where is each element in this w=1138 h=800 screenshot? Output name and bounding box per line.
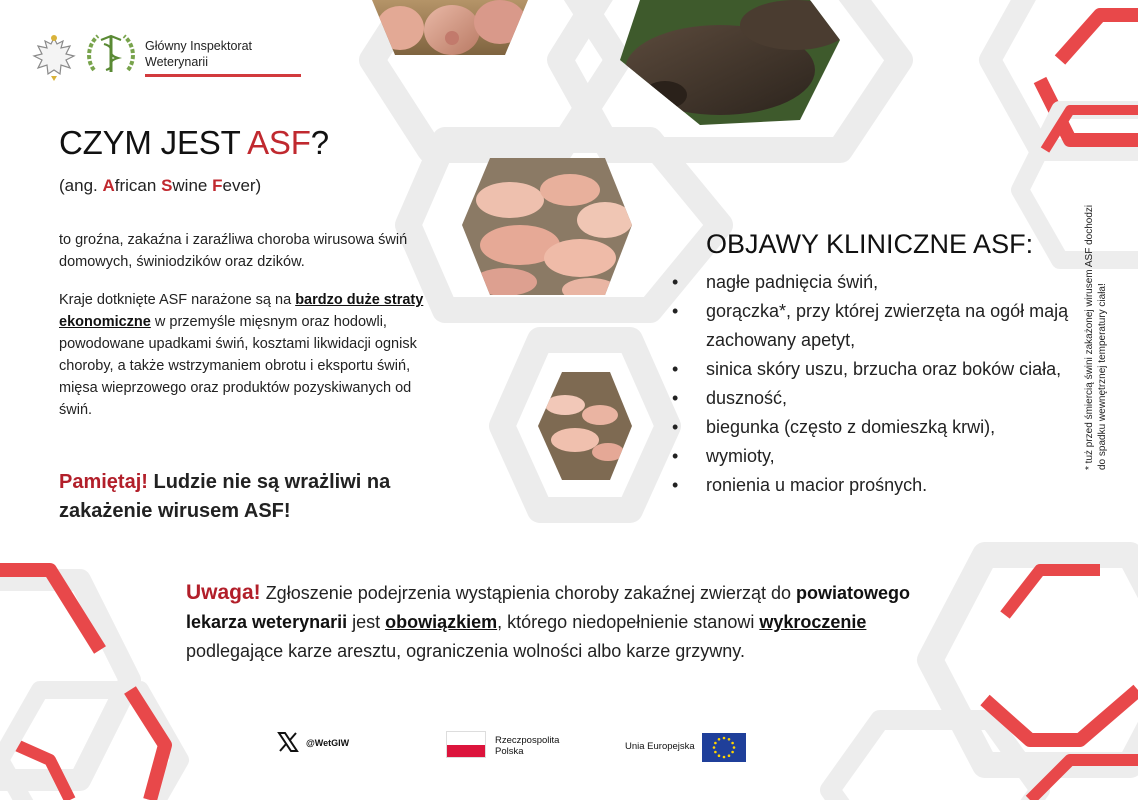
rp-line2: Polska bbox=[495, 746, 524, 757]
page-title bbox=[59, 124, 329, 162]
bullet: • bbox=[672, 301, 679, 321]
list-item bbox=[672, 384, 1077, 413]
title-highlight: ASF bbox=[247, 124, 311, 161]
subtitle-letter-f: F bbox=[212, 176, 223, 195]
org-name-line1: Główny Inspektorat bbox=[145, 39, 252, 53]
bullet: • bbox=[672, 388, 679, 408]
economics-before: Kraje dotknięte ASF narażone są na bbox=[59, 292, 296, 308]
caduceus-wreath-logo-icon bbox=[84, 30, 138, 80]
eu-label: Unia Europejska bbox=[625, 741, 695, 752]
notice-text-3: , którego niedopełnienie stanowi bbox=[497, 612, 760, 632]
subtitle-letter-a: A bbox=[102, 176, 115, 195]
notice-label: Uwaga! bbox=[186, 581, 261, 604]
title-prefix: CZYM JEST bbox=[59, 124, 248, 161]
bullet: • bbox=[672, 417, 679, 437]
intro-paragraph: to groźna, zakaźna i zaraźliwa choroba wirusowa świń domowych, świniodzików oraz dzików. bbox=[59, 232, 408, 270]
list-item bbox=[672, 471, 1077, 500]
remember-label: Pamiętaj! bbox=[59, 471, 148, 493]
subtitle-word-swine: wine bbox=[172, 176, 213, 195]
org-name bbox=[145, 38, 252, 70]
rp-line1: Rzeczpospolita bbox=[495, 735, 560, 746]
symptom-text: nagłe padnięcia świń, bbox=[706, 272, 879, 292]
economics-emphasis: bardzo duże straty ekonomiczne bbox=[59, 292, 424, 330]
fever-footnote: * tuż przed śmiercią świni zakażonej wirusem ASF dochodzi do spadku wewnętrznej temperatury ciała! bbox=[1084, 204, 1108, 470]
symptom-text: ronienia u macior prośnych. bbox=[706, 475, 928, 495]
remember-text: Ludzie nie są wrażliwi na zakażenie wirusem ASF! bbox=[59, 471, 391, 522]
x-handle-link[interactable]: @WetGIW bbox=[306, 738, 350, 748]
white-eagle-emblem-icon bbox=[30, 32, 78, 82]
symptom-text: gorączka*, przy której zwierzęta na ogół mają zachowany apetyt, bbox=[706, 301, 1069, 350]
reporting-notice bbox=[186, 578, 946, 666]
symptoms-list bbox=[672, 268, 1077, 500]
x-logo-icon[interactable] bbox=[277, 731, 299, 753]
symptom-text: duszność, bbox=[706, 388, 788, 408]
subtitle bbox=[59, 176, 261, 196]
poland-flag-icon bbox=[446, 731, 486, 758]
bullet: • bbox=[672, 475, 679, 495]
bullet: • bbox=[672, 446, 679, 466]
subtitle-word-fever: ever) bbox=[222, 176, 262, 195]
eu-flag-icon bbox=[702, 733, 746, 762]
title-suffix: ? bbox=[310, 124, 329, 161]
subtitle-word-african: frican bbox=[114, 176, 162, 195]
header-underline bbox=[145, 74, 301, 77]
bullet: • bbox=[672, 272, 679, 292]
remember-note bbox=[59, 468, 439, 526]
list-item bbox=[672, 268, 1077, 297]
list-item bbox=[672, 355, 1077, 384]
notice-text-1: Zgłoszenie podejrzenia wystąpienia choroby zakaźnej zwierząt do bbox=[260, 583, 796, 603]
notice-offence: wykroczenie bbox=[759, 612, 867, 632]
rp-label bbox=[495, 735, 559, 757]
notice-obligation: obowiązkiem bbox=[385, 612, 498, 632]
economics-after: w przemyśle mięsnym oraz hodowli, powodowane upadkami świń, kosztami likwidacji ognisk choroby, a także wstrzymaniem obrotu i eksportu świń, mięsa wieprzowego oraz produktów pozyskiwanych od świń. bbox=[59, 314, 417, 418]
list-item bbox=[672, 297, 1077, 355]
symptoms-title: OBJAWY KLINICZNE ASF: bbox=[706, 229, 1034, 259]
subtitle-open: (ang. bbox=[59, 176, 103, 195]
list-item bbox=[672, 413, 1077, 442]
org-name-line2: Weterynarii bbox=[145, 55, 208, 69]
bullet: • bbox=[672, 359, 679, 379]
list-item bbox=[672, 442, 1077, 471]
subtitle-letter-s: S bbox=[161, 176, 173, 195]
symptom-text: wymioty, bbox=[706, 446, 775, 466]
symptom-text: sinica skóry uszu, brzucha oraz boków ciała, bbox=[706, 359, 1062, 379]
notice-vet-authority: powiatowego lekarza weterynarii bbox=[186, 583, 910, 632]
symptom-text: biegunka (często z domieszką krwi), bbox=[706, 417, 996, 437]
economics-paragraph bbox=[59, 289, 434, 421]
notice-text-2: jest bbox=[347, 612, 386, 632]
notice-text-4: podlegające karze aresztu, ograniczenia wolności albo karze grzywny. bbox=[186, 641, 745, 661]
